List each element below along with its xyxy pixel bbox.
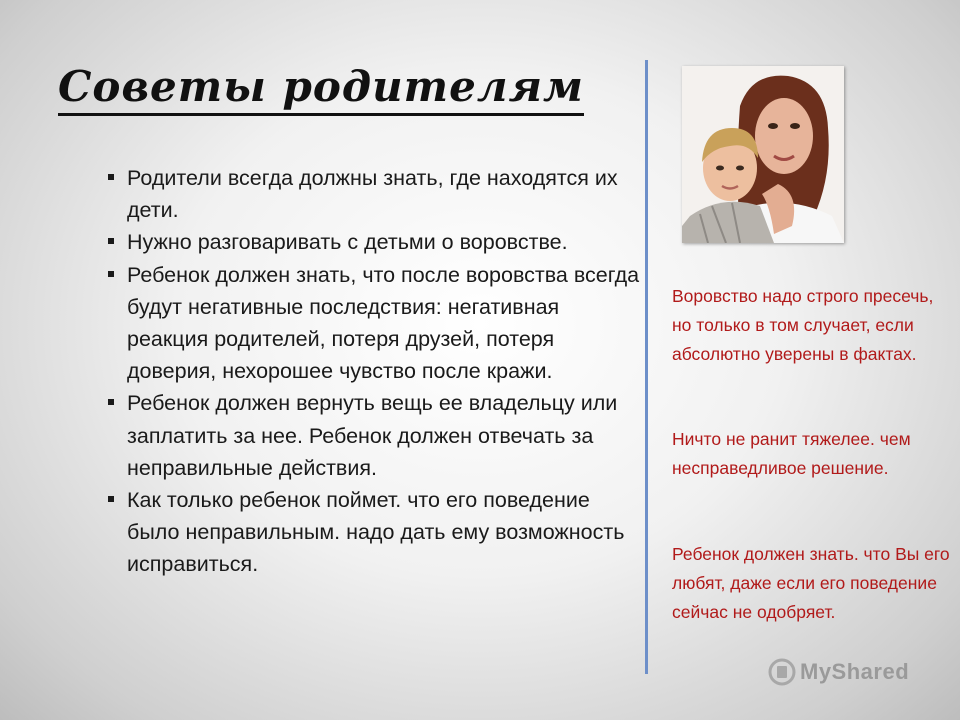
note-red-2: Ничто не ранит тяжелее. чем несправедливое решение. [672,429,911,478]
list-item [106,484,646,581]
watermark-text: MyShared [800,659,910,684]
list-item [106,226,646,258]
square-bullet-icon [108,174,114,180]
square-bullet-icon [108,496,114,502]
list-item [106,387,646,484]
myshared-logo-icon [768,658,796,686]
mother-son-photo [682,66,844,243]
square-bullet-icon [108,238,114,244]
note-red-3: Ребенок должен знать. что Вы его любят, даже если его поведение сейчас не одобряет. [672,544,950,622]
list-item [106,162,646,226]
list-item-text: Ребенок должен вернуть вещь ее владельцу или заплатить за нее. Ребенок должен отвечать за неправильные действия. [127,391,618,480]
advice-list [106,162,646,581]
list-item-text: Как только ребенок поймет. что его поведение было неправильным. надо дать ему возможность исправиться. [127,488,625,577]
square-bullet-icon [108,399,114,405]
list-item-text: Ребенок должен знать, что после воровства всегда будут негативные последствия: негативная реакция родителей, потеря друзей, потеря доверия, нехорошее чувство после кражи. [127,262,640,384]
list-item-text: Родители всегда должны знать, где находятся их дети. [127,166,618,223]
square-bullet-icon [108,271,114,277]
watermark [768,657,909,687]
divider-line [645,60,648,674]
list-item [106,259,646,388]
slide-title: Советы родителям [58,62,584,116]
note-red-1: Воровство надо строго пресечь, но только в том случает, если абсолютно уверены в фактах. [672,286,934,364]
list-item-text: Нужно разговаривать с детьми о воровстве. [127,230,568,255]
